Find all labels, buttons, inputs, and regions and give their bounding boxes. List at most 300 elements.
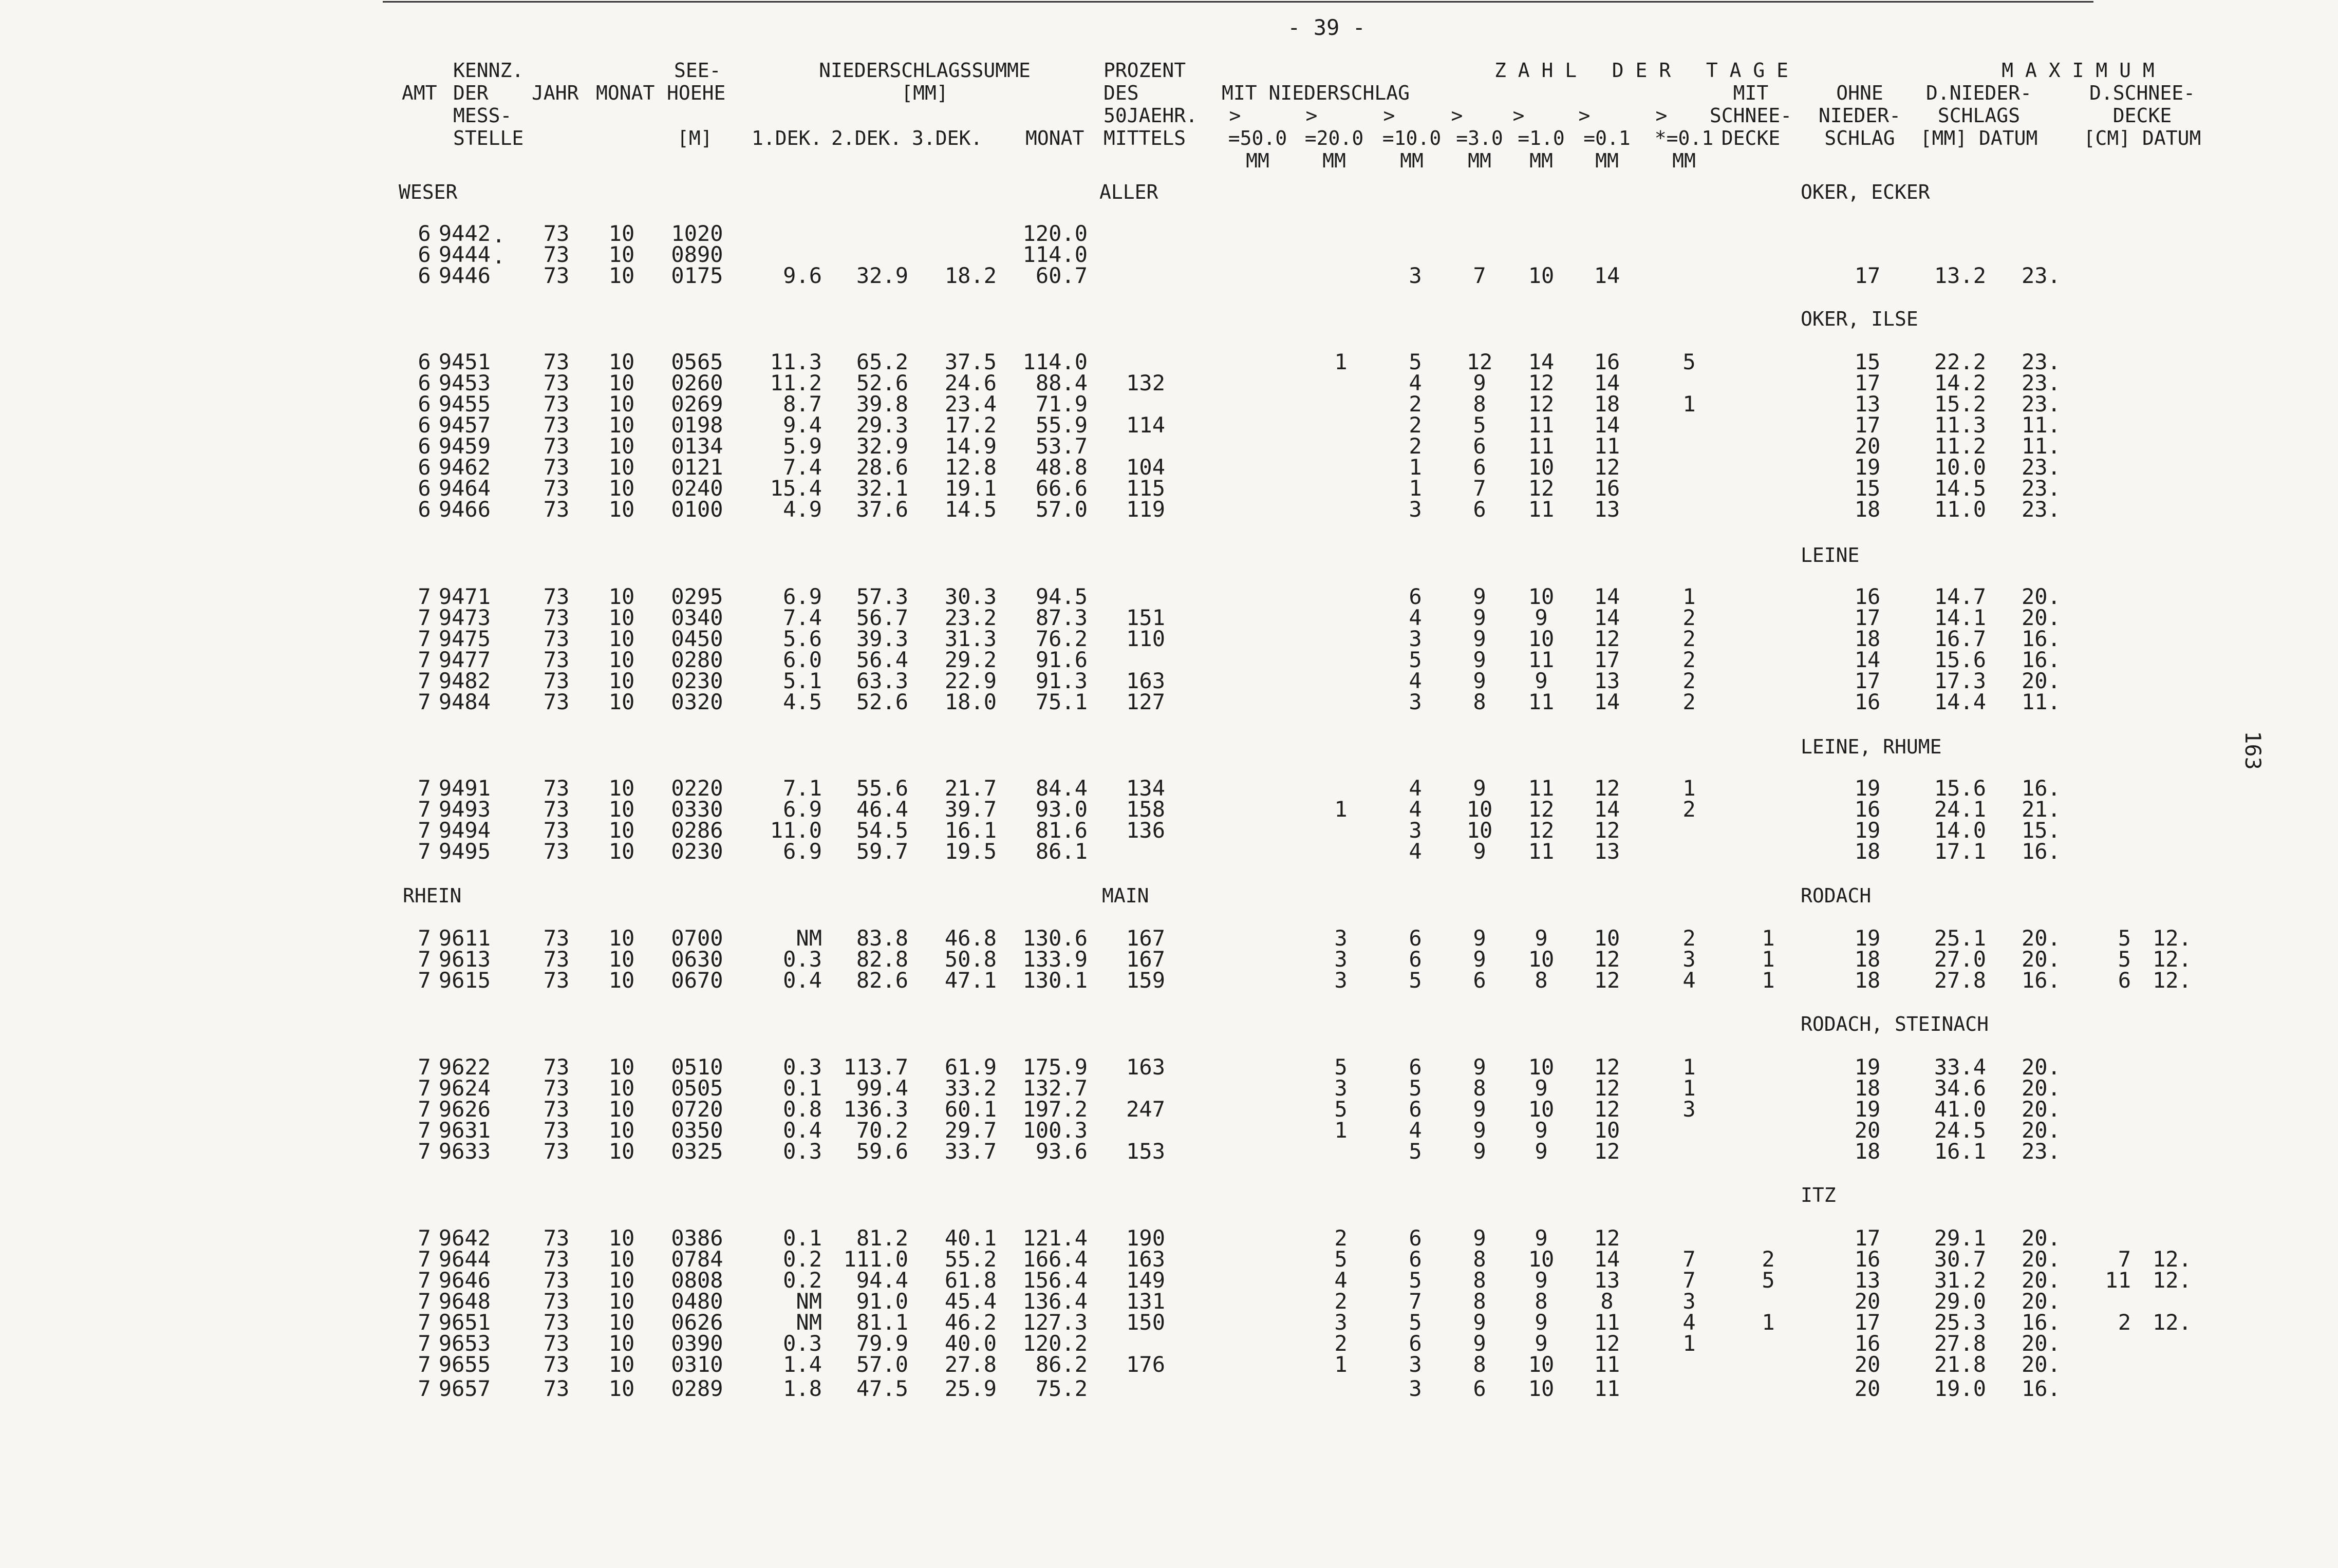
cell-tage-3: 8: [1535, 968, 1548, 993]
threshold-4-a: >: [1451, 104, 1463, 127]
cell-schnee: 1: [1762, 925, 1775, 951]
threshold-3-a: >: [1383, 104, 1395, 127]
cell-hoehe: 0175: [671, 263, 723, 288]
cell-station: 9494: [438, 818, 491, 843]
cell-max-nieder-datum: 11.: [2022, 689, 2061, 714]
cell-monat-sum: 166.4: [1022, 1246, 1088, 1272]
cell-monat: 10: [608, 1097, 635, 1122]
cell-prozent: 150: [1126, 1310, 1165, 1335]
cell-prozent: 115: [1126, 476, 1165, 501]
cell-monat-sum: 130.6: [1022, 925, 1088, 951]
threshold-7-b: *=0.1: [1654, 127, 1714, 149]
header-maximum: M A X I M U M: [2002, 59, 2155, 82]
header-d-schnee-1: D.SCHNEE-: [2089, 82, 2195, 104]
cell-max-nieder: 24.5: [1934, 1118, 1986, 1143]
cell-tage-20: 1: [1409, 476, 1422, 501]
cell-amt: 7: [418, 689, 431, 714]
cell-tage-10: 8: [1473, 1289, 1486, 1314]
cell-monat: 10: [608, 839, 635, 864]
cell-tage-10: 9: [1473, 947, 1486, 972]
cell-jahr: 73: [543, 626, 570, 651]
cell-max-schnee: 5: [2118, 947, 2131, 972]
cell-tage-20: 5: [1409, 647, 1422, 672]
cell-monat-sum: 87.3: [1035, 605, 1088, 630]
cell-dek2: 39.8: [856, 391, 908, 417]
cell-amt: 7: [418, 925, 431, 951]
header-prozent-3: 50JAEHR.: [1103, 104, 1198, 127]
cell-amt: 6: [418, 349, 431, 374]
cell-amt: 6: [418, 433, 431, 459]
cell-tage-10: 9: [1473, 1331, 1486, 1356]
cell-max-nieder: 16.1: [1934, 1139, 1986, 1164]
cell-tage-20: 6: [1409, 1225, 1422, 1251]
cell-station: 9651: [438, 1310, 491, 1335]
cell-tage-10: 9: [1473, 1139, 1486, 1164]
cell-tage-50: 3: [1334, 968, 1348, 993]
cell-tage-3: 10: [1528, 584, 1555, 609]
cell-tage-01: 2: [1682, 647, 1696, 672]
cell-tage-1: 16: [1594, 349, 1620, 374]
cell-jahr: 73: [543, 263, 570, 288]
cell-max-nieder: 14.5: [1934, 476, 1986, 501]
header-kennz-1: KENNZ.: [453, 59, 524, 82]
cell-ohne: 18: [1854, 1139, 1881, 1164]
cell-monat: 10: [608, 1268, 635, 1293]
header-see-1: SEE-: [674, 59, 721, 82]
cell-dek1: NM: [796, 1310, 822, 1335]
cell-amt: 7: [418, 605, 431, 630]
cell-jahr: 73: [543, 584, 570, 609]
cell-tage-10: 6: [1473, 433, 1486, 459]
cell-tage-50: 2: [1334, 1225, 1348, 1251]
cell-ohne: 18: [1854, 497, 1881, 522]
cell-dek2: 63.3: [856, 668, 908, 693]
cell-monat-sum: 84.4: [1035, 776, 1088, 801]
cell-max-nieder: 11.3: [1934, 412, 1986, 438]
cell-hoehe: 0230: [671, 668, 723, 693]
cell-tage-20: 4: [1409, 839, 1422, 864]
cell-hoehe: 0510: [671, 1054, 723, 1080]
cell-dek1: 5.9: [783, 433, 822, 459]
cell-dek3: 61.8: [944, 1268, 997, 1293]
cell-dek1: 7.1: [783, 776, 822, 801]
cell-ohne: 17: [1854, 668, 1881, 693]
cell-jahr: 73: [543, 689, 570, 714]
cell-tage-10: 9: [1473, 370, 1486, 395]
basin-label: OKER, ECKER: [1801, 181, 1930, 203]
cell-amt: 6: [418, 476, 431, 501]
cell-monat: 10: [608, 584, 635, 609]
cell-station: 9642: [438, 1225, 491, 1251]
cell-amt: 7: [418, 1139, 431, 1164]
cell-tage-20: 4: [1409, 370, 1422, 395]
header-d-nieder-1: D.NIEDER-: [1926, 82, 2032, 104]
cell-tage-20: 5: [1409, 1075, 1422, 1101]
cell-ohne: 18: [1854, 968, 1881, 993]
cell-monat-sum: 93.0: [1035, 797, 1088, 822]
threshold-2-c: MM: [1322, 149, 1346, 172]
cell-station: 9644: [438, 1246, 491, 1272]
cell-schnee: 5: [1762, 1268, 1775, 1293]
cell-ohne: 17: [1854, 263, 1881, 288]
cell-dek3: 30.3: [944, 584, 997, 609]
cell-max-schnee: 2: [2118, 1310, 2131, 1335]
cell-tage-20: 6: [1409, 925, 1422, 951]
cell-jahr: 73: [543, 668, 570, 693]
cell-tage-1: 14: [1594, 412, 1620, 438]
cell-monat-sum: 76.2: [1035, 626, 1088, 651]
header-d-nieder-3: [MM] DATUM: [1920, 127, 2038, 149]
cell-hoehe: 0100: [671, 497, 723, 522]
cell-tage-3: 9: [1535, 605, 1548, 630]
cell-max-schnee-datum: 12.: [2153, 947, 2192, 972]
cell-monat-sum: 156.4: [1022, 1268, 1088, 1293]
threshold-2-a: >: [1305, 104, 1318, 127]
cell-ohne: 13: [1854, 1268, 1881, 1293]
cell-dek1: 0.3: [783, 1139, 822, 1164]
cell-monat: 10: [608, 1075, 635, 1101]
cell-jahr: 73: [543, 242, 570, 267]
cell-tage-20: 3: [1409, 497, 1422, 522]
cell-dek2: 39.3: [856, 626, 908, 651]
cell-ohne: 18: [1854, 947, 1881, 972]
cell-prozent: 132: [1126, 370, 1165, 395]
threshold-6-c: MM: [1595, 149, 1619, 172]
cell-hoehe: 0220: [671, 776, 723, 801]
cell-monat: 10: [608, 1118, 635, 1143]
cell-hoehe: 0330: [671, 797, 723, 822]
threshold-5-a: >: [1512, 104, 1525, 127]
cell-tage-50: 5: [1334, 1097, 1348, 1122]
cell-monat-sum: 120.2: [1022, 1331, 1088, 1356]
cell-station: 9442: [438, 221, 491, 246]
cell-dek2: 81.2: [856, 1225, 908, 1251]
cell-dek2: 82.8: [856, 947, 908, 972]
cell-monat: 10: [608, 1139, 635, 1164]
cell-tage-10: 9: [1473, 668, 1486, 693]
cell-tage-01: 1: [1682, 1054, 1696, 1080]
cell-tage-3: 11: [1528, 776, 1555, 801]
cell-monat: 10: [608, 370, 635, 395]
cell-hoehe: 0286: [671, 818, 723, 843]
header-dek3: 3.DEK.: [912, 127, 983, 149]
cell-tage-1: 11: [1594, 433, 1620, 459]
cell-amt: 7: [418, 668, 431, 693]
cell-monat-sum: 48.8: [1035, 455, 1088, 480]
cell-dek2: 136.3: [843, 1097, 908, 1122]
cell-max-nieder: 14.1: [1934, 605, 1986, 630]
cell-tage-1: 14: [1594, 584, 1620, 609]
threshold-1-a: >: [1229, 104, 1241, 127]
cell-dek1: 0.4: [783, 1118, 822, 1143]
cell-tage-20: 5: [1409, 1139, 1422, 1164]
cell-monat: 10: [608, 647, 635, 672]
cell-max-nieder: 17.1: [1934, 839, 1986, 864]
cell-tage-10: 6: [1473, 455, 1486, 480]
cell-jahr: 73: [543, 1352, 570, 1377]
cell-dek1: 6.9: [783, 839, 822, 864]
cell-jahr: 73: [543, 839, 570, 864]
cell-prozent: 104: [1126, 455, 1165, 480]
basin-label: RODACH, STEINACH: [1801, 1013, 1989, 1035]
cell-station: 9444: [438, 242, 491, 267]
cell-prozent: 176: [1126, 1352, 1165, 1377]
cell-dek3: 61.9: [944, 1054, 997, 1080]
cell-max-nieder: 11.2: [1934, 433, 1986, 459]
cell-station: 9648: [438, 1289, 491, 1314]
cell-hoehe: 0289: [671, 1376, 723, 1401]
cell-tage-1: 12: [1594, 1225, 1620, 1251]
cell-max-nieder: 25.3: [1934, 1310, 1986, 1335]
cell-dek3: 46.8: [944, 925, 997, 951]
cell-monat-sum: 121.4: [1022, 1225, 1088, 1251]
cell-prozent: 119: [1126, 497, 1165, 522]
cell-tage-20: 5: [1409, 968, 1422, 993]
cell-tage-3: 10: [1528, 263, 1555, 288]
cell-tage-20: 2: [1409, 433, 1422, 459]
cell-tage-3: 11: [1528, 412, 1555, 438]
cell-max-nieder: 15.2: [1934, 391, 1986, 417]
cell-tage-1: 12: [1594, 1075, 1620, 1101]
cell-monat-sum: 100.3: [1022, 1118, 1088, 1143]
header-amt: AMT: [402, 82, 437, 104]
cell-dek3: 31.3: [944, 626, 997, 651]
cell-dek3: 19.5: [944, 839, 997, 864]
cell-tage-50: 1: [1334, 1118, 1348, 1143]
cell-hoehe: 0260: [671, 370, 723, 395]
cell-tage-20: 4: [1409, 668, 1422, 693]
cell-amt: 7: [418, 818, 431, 843]
cell-dek2: 28.6: [856, 455, 908, 480]
cell-tage-20: 3: [1409, 626, 1422, 651]
cell-station: 9631: [438, 1118, 491, 1143]
cell-prozent: 247: [1126, 1097, 1165, 1122]
cell-dek3: 33.2: [944, 1075, 997, 1101]
cell-max-nieder: 29.1: [1934, 1225, 1986, 1251]
cell-dek3: 39.7: [944, 797, 997, 822]
cell-dek3: 45.4: [944, 1289, 997, 1314]
cell-amt: 7: [418, 1310, 431, 1335]
cell-tage-20: 5: [1409, 349, 1422, 374]
cell-hoehe: 0390: [671, 1331, 723, 1356]
cell-dek2: 59.7: [856, 839, 908, 864]
cell-ohne: 20: [1854, 433, 1881, 459]
cell-max-nieder-datum: 23.: [2022, 391, 2061, 417]
cell-max-schnee-datum: 12.: [2153, 968, 2192, 993]
cell-tage-20: 4: [1409, 1118, 1422, 1143]
cell-tage-20: 2: [1409, 412, 1422, 438]
cell-max-schnee-datum: 12.: [2153, 1246, 2192, 1272]
cell-station: 9484: [438, 689, 491, 714]
cell-tage-1: 14: [1594, 370, 1620, 395]
separator-dot: .: [492, 243, 506, 269]
cell-monat-sum: 94.5: [1035, 584, 1088, 609]
cell-monat-sum: 86.2: [1035, 1352, 1088, 1377]
cell-monat-sum: 75.2: [1035, 1376, 1088, 1401]
cell-tage-50: 3: [1334, 1075, 1348, 1101]
cell-monat: 10: [608, 1310, 635, 1335]
cell-ohne: 19: [1854, 776, 1881, 801]
cell-dek2: 83.8: [856, 925, 908, 951]
cell-jahr: 73: [543, 1118, 570, 1143]
cell-max-nieder: 31.2: [1934, 1268, 1986, 1293]
threshold-6-a: >: [1578, 104, 1591, 127]
cell-tage-3: 12: [1528, 391, 1555, 417]
cell-amt: 6: [418, 221, 431, 246]
cell-tage-10: 9: [1473, 1054, 1486, 1080]
cell-tage-3: 10: [1528, 947, 1555, 972]
cell-tage-3: 9: [1535, 1225, 1548, 1251]
cell-amt: 7: [418, 1376, 431, 1401]
cell-jahr: 73: [543, 925, 570, 951]
cell-dek2: 54.5: [856, 818, 908, 843]
cell-station: 9653: [438, 1331, 491, 1356]
cell-monat: 10: [608, 605, 635, 630]
cell-dek2: 99.4: [856, 1075, 908, 1101]
cell-max-nieder: 21.8: [1934, 1352, 1986, 1377]
cell-dek2: 32.1: [856, 476, 908, 501]
cell-monat: 10: [608, 1331, 635, 1356]
cell-tage-50: 1: [1334, 349, 1348, 374]
basin-label: ITZ: [1801, 1184, 1836, 1206]
cell-prozent: 163: [1126, 1054, 1165, 1080]
cell-dek1: 0.3: [783, 1331, 822, 1356]
cell-dek1: 5.6: [783, 626, 822, 651]
cell-tage-10: 9: [1473, 1097, 1486, 1122]
cell-schnee: 1: [1762, 968, 1775, 993]
cell-dek2: 70.2: [856, 1118, 908, 1143]
cell-dek2: 57.0: [856, 1352, 908, 1377]
cell-station: 9462: [438, 455, 491, 480]
threshold-3-c: MM: [1400, 149, 1424, 172]
header-monat: MONAT: [596, 82, 655, 104]
cell-prozent: 114: [1126, 412, 1165, 438]
basin-label: LEINE, RHUME: [1801, 735, 1942, 758]
cell-tage-10: 9: [1473, 839, 1486, 864]
cell-amt: 7: [418, 1246, 431, 1272]
cell-tage-20: 1: [1409, 455, 1422, 480]
cell-max-nieder-datum: 23.: [2022, 455, 2061, 480]
cell-tage-20: 3: [1409, 1376, 1422, 1401]
cell-tage-20: 3: [1409, 1352, 1422, 1377]
cell-tage-3: 11: [1528, 839, 1555, 864]
cell-tage-10: 9: [1473, 584, 1486, 609]
cell-tage-1: 8: [1600, 1289, 1614, 1314]
cell-max-nieder-datum: 16.: [2022, 1376, 2061, 1401]
cell-jahr: 73: [543, 221, 570, 246]
cell-dek3: 16.1: [944, 818, 997, 843]
threshold-5-b: =1.0: [1518, 127, 1565, 149]
cell-schnee: 1: [1762, 1310, 1775, 1335]
cell-jahr: 73: [543, 455, 570, 480]
cell-tage-3: 9: [1535, 1331, 1548, 1356]
cell-dek2: 57.3: [856, 584, 908, 609]
cell-station: 9626: [438, 1097, 491, 1122]
cell-tage-1: 12: [1594, 1054, 1620, 1080]
cell-dek1: 0.2: [783, 1268, 822, 1293]
cell-tage-10: 9: [1473, 1118, 1486, 1143]
threshold-5-c: MM: [1529, 149, 1553, 172]
cell-prozent: 151: [1126, 605, 1165, 630]
cell-tage-10: 10: [1466, 818, 1493, 843]
cell-dek1: 4.5: [783, 689, 822, 714]
cell-dek2: 46.4: [856, 797, 908, 822]
cell-dek1: NM: [796, 1289, 822, 1314]
cell-tage-01: 4: [1682, 1310, 1696, 1335]
cell-max-nieder-datum: 16.: [2022, 647, 2061, 672]
cell-station: 9446: [438, 263, 491, 288]
header-d-schnee-3: [CM] DATUM: [2083, 127, 2201, 149]
cell-station: 9475: [438, 626, 491, 651]
cell-tage-20: 6: [1409, 1331, 1422, 1356]
cell-tage-20: 6: [1409, 947, 1422, 972]
cell-tage-20: 3: [1409, 689, 1422, 714]
cell-amt: 6: [418, 370, 431, 395]
cell-jahr: 73: [543, 1268, 570, 1293]
cell-tage-1: 12: [1594, 626, 1620, 651]
header-d-nieder-2: SCHLAGS: [1937, 104, 2021, 127]
cell-tage-3: 12: [1528, 476, 1555, 501]
cell-prozent: 127: [1126, 689, 1165, 714]
cell-hoehe: 0386: [671, 1225, 723, 1251]
cell-max-nieder-datum: 21.: [2022, 797, 2061, 822]
cell-tage-50: 4: [1334, 1268, 1348, 1293]
cell-max-nieder-datum: 20.: [2022, 1331, 2061, 1356]
basin-label: OKER, ILSE: [1801, 308, 1918, 330]
cell-monat-sum: 120.0: [1022, 221, 1088, 246]
cell-monat-sum: 91.6: [1035, 647, 1088, 672]
cell-tage-50: 3: [1334, 1310, 1348, 1335]
cell-monat-sum: 71.9: [1035, 391, 1088, 417]
top-rule: [383, 1, 2093, 3]
cell-prozent: 110: [1126, 626, 1165, 651]
cell-max-nieder: 15.6: [1934, 647, 1986, 672]
cell-tage-20: 5: [1409, 1268, 1422, 1293]
cell-ohne: 17: [1854, 412, 1881, 438]
cell-max-nieder-datum: 20.: [2022, 1075, 2061, 1101]
cell-dek3: 18.2: [944, 263, 997, 288]
cell-ohne: 15: [1854, 476, 1881, 501]
cell-monat: 10: [608, 1376, 635, 1401]
cell-max-nieder-datum: 23.: [2022, 1139, 2061, 1164]
cell-station: 9466: [438, 497, 491, 522]
cell-max-nieder-datum: 20.: [2022, 668, 2061, 693]
cell-jahr: 73: [543, 391, 570, 417]
cell-hoehe: 1020: [671, 221, 723, 246]
cell-hoehe: 0350: [671, 1118, 723, 1143]
cell-dek2: 29.3: [856, 412, 908, 438]
cell-monat: 10: [608, 626, 635, 651]
cell-dek2: 79.9: [856, 1331, 908, 1356]
cell-amt: 7: [418, 1352, 431, 1377]
cell-tage-3: 10: [1528, 1054, 1555, 1080]
cell-amt: 7: [418, 1225, 431, 1251]
cell-tage-3: 12: [1528, 370, 1555, 395]
cell-dek3: 40.1: [944, 1225, 997, 1251]
cell-hoehe: 0280: [671, 647, 723, 672]
cell-tage-10: 6: [1473, 497, 1486, 522]
cell-jahr: 73: [543, 1054, 570, 1080]
cell-tage-3: 9: [1535, 668, 1548, 693]
header-kennz-2: DER: [453, 82, 489, 104]
cell-tage-01: 2: [1682, 689, 1696, 714]
cell-tage-10: 9: [1473, 605, 1486, 630]
cell-tage-1: 14: [1594, 605, 1620, 630]
threshold-4-c: MM: [1468, 149, 1491, 172]
cell-tage-3: 11: [1528, 497, 1555, 522]
cell-max-nieder-datum: 23.: [2022, 497, 2061, 522]
cell-monat: 10: [608, 668, 635, 693]
